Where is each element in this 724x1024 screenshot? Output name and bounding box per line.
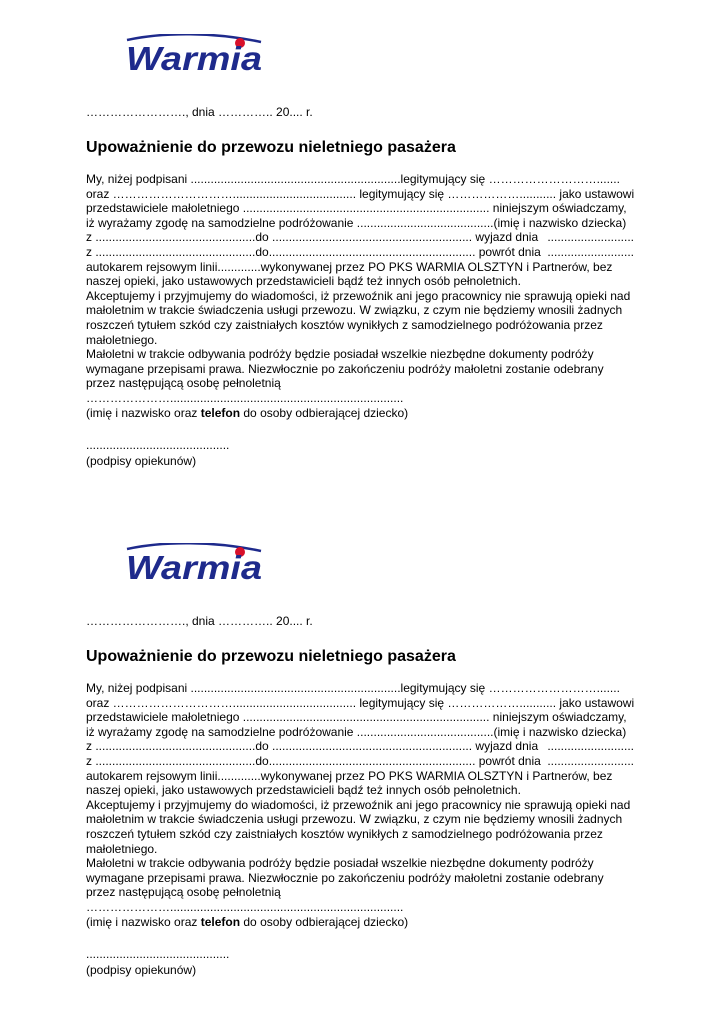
form-body [86, 681, 646, 929]
form-line: naszej opieki, jako ustawowych przedstawicieli bądź też innych osób pełnoletnich. [86, 783, 521, 798]
form-line: małoletniego. [86, 332, 158, 347]
svg-text:Warmia: Warmia [126, 40, 262, 76]
signature-caption: (podpisy opiekunów) [86, 963, 197, 977]
form-line: oraz …………………………..................................... legitymujący się ………………........... jako ustawowi [86, 186, 635, 201]
pickup-person-caption: (imię i nazwisko oraz telefon do osoby odbierającej dziecko) [86, 405, 409, 420]
warmia-logo [124, 34, 264, 76]
document-title: Upoważnienie do przewozu nieletniego pasażera [86, 139, 456, 156]
form-line: przedstawiciele małoletniego .......................................................................... niniejszym oświadczamy, [86, 710, 627, 725]
form-line: wymagane przepisami prawa. Niezwłocznie po zakończeniu podróży małoletni zostanie odebrany [86, 361, 604, 376]
return-row [86, 754, 634, 769]
form-line: przez następującą osobę pełnoletnią [86, 376, 281, 391]
form-line: Małoletni w trakcie odbywania podróży będzie posiadał wszelkie niezbędne dokumenty podróży [86, 347, 594, 362]
pickup-person-blank: …………………...................................................................... [86, 390, 404, 405]
place-date-line: ……………………., dnia ………….. 20.... r. [86, 105, 313, 119]
departure-date-blank: .......................... [547, 230, 634, 245]
pickup-person-caption: (imię i nazwisko oraz telefon do osoby odbierającej dziecko) [86, 914, 409, 929]
form-line: iż wyrażamy zgodę na samodzielne podróżowanie .........................................(imię i nazwisko dziecka) [86, 724, 627, 739]
form-line: małoletnim w trakcie świadczenia usługi przewozu. W związku, z czym nie będziemy wnosili żadnych [86, 303, 623, 318]
form-line: oraz …………………………..................................... legitymujący się ………………........... jako ustawowi [86, 695, 635, 710]
form-line: autokarem rejsowym linii.............wykonywanej przez PO PKS WARMIA OLSZTYN i Partnerów, bez [86, 259, 613, 274]
form-line: Akceptujemy i przyjmujemy do wiadomości, iż przewoźnik ani jego pracownicy nie sprawują opieki nad [86, 797, 631, 812]
form-line: My, niżej podpisani ...............................................................legitymujący się ………………………....... [86, 681, 620, 695]
form-line: Akceptujemy i przyjmujemy do wiadomości, iż przewoźnik ani jego pracownicy nie sprawują opieki nad [86, 288, 631, 303]
form-line: My, niżej podpisani ...............................................................legitymujący się ………………………....... [86, 172, 620, 186]
return-row [86, 245, 634, 260]
return-route: z ................................................do.............................................................. powrót dnia [86, 753, 541, 768]
departure-route: z ................................................do ............................................................ wyjazd dnia [86, 739, 539, 754]
form-line: iż wyrażamy zgodę na samodzielne podróżowanie .........................................(imię i nazwisko dziecka) [86, 215, 627, 230]
phone-emphasis: telefon [200, 405, 241, 420]
form-line: wymagane przepisami prawa. Niezwłocznie po zakończeniu podróży małoletni zostanie odebrany [86, 870, 604, 885]
place-date-line: ……………………., dnia ………….. 20.... r. [86, 614, 313, 628]
form-line: autokarem rejsowym linii.............wykonywanej przez PO PKS WARMIA OLSZTYN i Partnerów, bez [86, 768, 613, 783]
warmia-logo [124, 543, 264, 585]
pickup-person-blank: …………………...................................................................... [86, 899, 404, 914]
phone-emphasis: telefon [200, 914, 241, 929]
form-line: roszczeń tytułem szkód czy zaistniałych kosztów wynikłych z samodzielnego podróżowania przez [86, 317, 603, 332]
form-line: roszczeń tytułem szkód czy zaistniałych kosztów wynikłych z samodzielnego podróżowania przez [86, 826, 603, 841]
signature-line: ........................................... [86, 947, 230, 961]
svg-text:Warmia: Warmia [126, 549, 262, 585]
form-line: małoletniego. [86, 841, 158, 856]
departure-date-blank: .......................... [547, 739, 634, 754]
return-date-blank: .......................... [547, 244, 634, 259]
departure-row [86, 230, 634, 245]
return-date-blank: .......................... [547, 753, 634, 768]
form-line: Małoletni w trakcie odbywania podróży będzie posiadał wszelkie niezbędne dokumenty podróży [86, 856, 594, 871]
form-body [86, 172, 646, 420]
signature-caption: (podpisy opiekunów) [86, 454, 197, 468]
return-route: z ................................................do.............................................................. powrót dnia [86, 244, 541, 259]
form-line: przedstawiciele małoletniego .......................................................................... niniejszym oświadczamy, [86, 201, 627, 216]
form-line: małoletnim w trakcie świadczenia usługi przewozu. W związku, z czym nie będziemy wnosili żadnych [86, 812, 623, 827]
form-line: naszej opieki, jako ustawowych przedstawicieli bądź też innych osób pełnoletnich. [86, 274, 521, 289]
document-title: Upoważnienie do przewozu nieletniego pasażera [86, 648, 456, 665]
signature-line: ........................................... [86, 438, 230, 452]
form-line: przez następującą osobę pełnoletnią [86, 885, 281, 900]
departure-route: z ................................................do ............................................................ wyjazd dnia [86, 230, 539, 245]
departure-row [86, 739, 634, 754]
